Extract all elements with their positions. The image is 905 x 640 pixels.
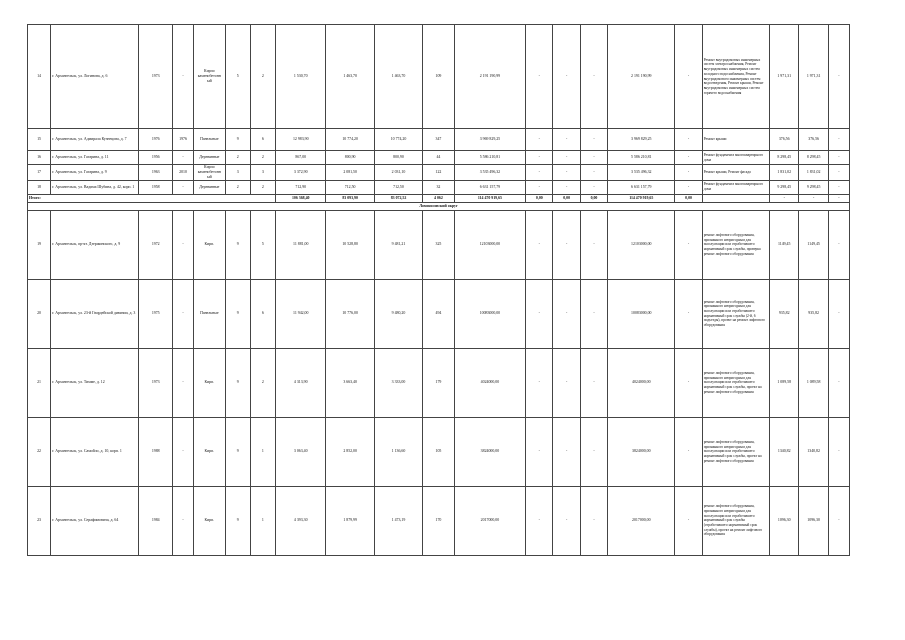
total-cost-cell: 12103000,00 — [608, 210, 675, 279]
table-row — [28, 486, 850, 555]
living-area-cell: 10 774,20 — [326, 129, 374, 151]
table-row — [28, 417, 850, 486]
entrances-cell: 3 — [250, 165, 275, 181]
max-unit-cost-cell: 1149,45 — [799, 210, 828, 279]
living-area-cell: 800,90 — [326, 151, 374, 165]
residents-cell: 44 — [423, 151, 455, 165]
living-area-cell: 10 776,00 — [326, 279, 374, 348]
cost-cell: 2 191 190,99 — [454, 25, 525, 129]
residents-cell: 122 — [423, 165, 455, 181]
row-number: 21 — [28, 348, 51, 417]
living-area-cell: 10 528,80 — [326, 210, 374, 279]
register-table — [27, 24, 850, 556]
total-row — [28, 194, 850, 202]
total-area-cell: 12 983,90 — [276, 129, 326, 151]
fund-1-cell: - — [526, 165, 553, 181]
floors-cell: 9 — [225, 210, 250, 279]
residential-area-cell: 1 463,70 — [374, 25, 422, 129]
cost-cell: 3 535 496,32 — [454, 165, 525, 181]
residential-area-cell: 3 333,00 — [374, 348, 422, 417]
fund-2-cell: - — [553, 151, 580, 165]
fund-3-cell: - — [580, 486, 607, 555]
fund-2-sum: 0,00 — [553, 194, 580, 202]
deadline-cell: - — [828, 25, 849, 129]
total-cost-cell: 5 586 210,81 — [608, 151, 675, 165]
row-number: 22 — [28, 417, 51, 486]
wall-material-cell: Кирп. — [194, 486, 226, 555]
total-cost-cell: 4024000,00 — [608, 348, 675, 417]
living-area-cell: 2 852,00 — [326, 417, 374, 486]
unit-cost-cell: 1 831,02 — [770, 165, 799, 181]
table-row — [28, 151, 850, 165]
fund-1-cell: - — [526, 180, 553, 194]
fund-3-cell: - — [580, 210, 607, 279]
section-row — [28, 202, 850, 210]
max-unit-cost-cell: 1340,82 — [799, 417, 828, 486]
total-area-sum: 106 368,40 — [276, 194, 326, 202]
total-cost-cell: 2017000,00 — [608, 486, 675, 555]
renovation-year-cell: - — [173, 180, 194, 194]
residential-area-cell: 712,50 — [374, 180, 422, 194]
total-row-body — [28, 194, 850, 202]
total-cost-cell: 3 969 829,25 — [608, 129, 675, 151]
residential-area-sum: 83 072,52 — [374, 194, 422, 202]
address-cell: г. Архангельск, ул. Гагарина, д. 11 — [51, 151, 139, 165]
fund-1-cell: - — [526, 129, 553, 151]
max-unit-cost-sum: - — [799, 194, 828, 202]
other-funds-cell: - — [675, 279, 702, 348]
fund-1-cell: - — [526, 417, 553, 486]
wall-material-cell: Панельные — [194, 279, 226, 348]
table-row — [28, 165, 850, 181]
living-area-cell: 2 081,50 — [326, 165, 374, 181]
deadline-cell: - — [828, 348, 849, 417]
fund-2-cell: - — [553, 486, 580, 555]
deadline-cell: - — [828, 417, 849, 486]
fund-3-cell: - — [580, 417, 607, 486]
table-row — [28, 348, 850, 417]
residents-cell: 325 — [423, 210, 455, 279]
cost-cell: 2017000,00 — [454, 486, 525, 555]
other-funds-cell: - — [675, 129, 702, 151]
residents-cell: 494 — [423, 279, 455, 348]
table-body-part-a — [28, 25, 850, 195]
other-funds-cell: - — [675, 25, 702, 129]
row-number: 18 — [28, 180, 51, 194]
total-label: Итого: — [28, 194, 276, 202]
entrances-cell: 1 — [250, 417, 275, 486]
unit-cost-cell: 8 298,45 — [770, 151, 799, 165]
year-built-cell: 1988 — [139, 417, 173, 486]
living-area-cell: 3 663,40 — [326, 348, 374, 417]
other-funds-cell: - — [675, 151, 702, 165]
work-types-cell: Ремонт крыши, Ремонт фасада — [702, 165, 769, 181]
cost-cell: 6 631 157,79 — [454, 180, 525, 194]
fund-1-cell: - — [526, 25, 553, 129]
max-unit-cost-cell: 9 298,45 — [799, 180, 828, 194]
residential-area-cell: 2 031,10 — [374, 165, 422, 181]
renovation-year-cell: - — [173, 417, 194, 486]
cost-cell: 3 969 829,25 — [454, 129, 525, 151]
work-types-cell: ремонт лифтового оборудования, признанного непригодным для эксплуатации или отработавшего нормативный срок службы (отработавшего нормативный срок службы), проект на ремонт лифтового оборудования — [702, 486, 769, 555]
fund-2-cell: - — [553, 25, 580, 129]
residents-sum: 4 062 — [423, 194, 455, 202]
floors-cell: 2 — [225, 180, 250, 194]
table-row — [28, 25, 850, 129]
residents-cell: 170 — [423, 486, 455, 555]
fund-2-cell: - — [553, 417, 580, 486]
work-types-cell: ремонт лифтового оборудования, признанного непригодным для эксплуатации или отработавшего нормативный срок службы, проверка ремонт лифтового оборудования — [702, 210, 769, 279]
address-cell: г. Архангельск, ул. Логинова, д. 6 — [51, 25, 139, 129]
unit-cost-cell: 1 971,31 — [770, 25, 799, 129]
entrances-cell: 6 — [250, 279, 275, 348]
year-built-cell: 1958 — [139, 180, 173, 194]
fund-1-cell: - — [526, 151, 553, 165]
cost-cell: 3824000,00 — [454, 417, 525, 486]
table-row — [28, 279, 850, 348]
total-area-cell: 712,90 — [276, 180, 326, 194]
floors-cell: 9 — [225, 129, 250, 151]
living-area-cell: 712,50 — [326, 180, 374, 194]
deadline-cell: - — [828, 180, 849, 194]
total-cost-sum: 114 470 919,65 — [608, 194, 675, 202]
max-unit-cost-cell: 1 971,31 — [799, 25, 828, 129]
renovation-year-cell: - — [173, 279, 194, 348]
deadline-cell: - — [828, 486, 849, 555]
other-funds-cell: - — [675, 165, 702, 181]
fund-3-cell: - — [580, 129, 607, 151]
other-funds-cell: - — [675, 210, 702, 279]
fund-3-cell: - — [580, 279, 607, 348]
total-area-cell: 4 313,90 — [276, 348, 326, 417]
address-cell: г. Архангельск, ул. Адмирала Кузнецова, д. 7 — [51, 129, 139, 151]
section-title: Ломоносовский округ — [28, 202, 850, 210]
fund-2-cell: - — [553, 180, 580, 194]
renovation-year-cell: 2010 — [173, 165, 194, 181]
entrances-cell: 6 — [250, 129, 275, 151]
cost-sum: 114 470 919,65 — [454, 194, 525, 202]
total-area-cell: 1 530,70 — [276, 25, 326, 129]
wall-material-cell: Панельные — [194, 129, 226, 151]
work-types-cell: Ремонт внутридомовых инженерных систем электроснабжения, Ремонт внутридомовых инженерных систем холодного водоснабжения, Ремонт внутридомового инженерных систем водоотведения, Ремонт крыши, Ремонт внутридомовых инженерных систем горячего водоснабжения — [702, 25, 769, 129]
total-area-cell: 3 372,90 — [276, 165, 326, 181]
table-row — [28, 210, 850, 279]
address-cell: г. Архангельск, ул. Самойло, д. 10, корп. 1 — [51, 417, 139, 486]
cost-cell: 10083000,00 — [454, 279, 525, 348]
residential-area-cell: 800,90 — [374, 151, 422, 165]
entrances-cell: 2 — [250, 25, 275, 129]
residents-cell: 179 — [423, 348, 455, 417]
year-built-cell: 1984 — [139, 486, 173, 555]
document-page — [27, 24, 850, 597]
address-cell: г. Архангельск, ул. Тимме, д. 12 — [51, 348, 139, 417]
deadline-sum: - — [828, 194, 849, 202]
living-area-sum: 83 093,90 — [326, 194, 374, 202]
living-area-cell: 1 463,70 — [326, 25, 374, 129]
entrances-cell: 5 — [250, 210, 275, 279]
other-funds-cell: - — [675, 180, 702, 194]
cost-cell: 12103000,00 — [454, 210, 525, 279]
entrances-cell: 1 — [250, 486, 275, 555]
unit-cost-cell: 376,56 — [770, 129, 799, 151]
work-types-cell: ремонт лифтового оборудования, признанного непригодным для эксплуатации или отработавшего нормативный срок службы (2-й, 6 подъезды), проект на ремонт лифтового оборудования — [702, 279, 769, 348]
unit-cost-sum: - — [770, 194, 799, 202]
floors-cell: 9 — [225, 486, 250, 555]
floors-cell: 9 — [225, 417, 250, 486]
row-number: 16 — [28, 151, 51, 165]
fund-3-cell: - — [580, 25, 607, 129]
other-funds-cell: - — [675, 348, 702, 417]
deadline-cell: - — [828, 165, 849, 181]
max-unit-cost-cell: 376,56 — [799, 129, 828, 151]
renovation-year-cell: - — [173, 25, 194, 129]
fund-2-cell: - — [553, 165, 580, 181]
floors-cell: 5 — [225, 25, 250, 129]
year-built-cell: 1956 — [139, 151, 173, 165]
fund-3-sum: 0,00 — [580, 194, 607, 202]
row-number: 17 — [28, 165, 51, 181]
address-cell: г. Архангельск, ул. 23-й Гвардейской дивизии, д. 3 — [51, 279, 139, 348]
wall-material-cell: Кирпо каменобетонн ый — [194, 165, 226, 181]
wall-material-cell: Деревянные — [194, 180, 226, 194]
table-row — [28, 129, 850, 151]
total-area-cell: 11 942,00 — [276, 279, 326, 348]
year-built-cell: 1976 — [139, 129, 173, 151]
fund-3-cell: - — [580, 348, 607, 417]
residential-area-cell: 10 774,20 — [374, 129, 422, 151]
max-unit-cost-cell: 1096,30 — [799, 486, 828, 555]
residents-cell: 32 — [423, 180, 455, 194]
max-unit-cost-cell: 8 298,45 — [799, 151, 828, 165]
unit-cost-cell: 935,82 — [770, 279, 799, 348]
renovation-year-cell: - — [173, 151, 194, 165]
deadline-cell: - — [828, 279, 849, 348]
table-row — [28, 180, 850, 194]
total-area-cell: 4 393,30 — [276, 486, 326, 555]
residents-cell: 105 — [423, 417, 455, 486]
residential-area-cell: 1 136,60 — [374, 417, 422, 486]
wall-material-cell: Кирп. — [194, 348, 226, 417]
renovation-year-cell: - — [173, 210, 194, 279]
floors-cell: 9 — [225, 348, 250, 417]
entrances-cell: 2 — [250, 180, 275, 194]
total-cost-cell: 3824000,00 — [608, 417, 675, 486]
work-types-cell: ремонт лифтового оборудования, признанного непригодным для эксплуатации или отработавшего нормативный срок службы, проект на ремонт лифтового оборудования — [702, 417, 769, 486]
floors-cell: 3 — [225, 165, 250, 181]
row-number: 14 — [28, 25, 51, 129]
year-built-cell: 1963 — [139, 165, 173, 181]
address-cell: г. Архангельск, ул. Гагарина, д. 9 — [51, 165, 139, 181]
fund-2-cell: - — [553, 279, 580, 348]
other-funds-cell: - — [675, 417, 702, 486]
row-number: 20 — [28, 279, 51, 348]
max-unit-cost-cell: 1 089,58 — [799, 348, 828, 417]
total-area-cell: 11 881,00 — [276, 210, 326, 279]
fund-1-cell: - — [526, 486, 553, 555]
work-types-cell: Ремонт крыши — [702, 129, 769, 151]
renovation-year-cell: - — [173, 486, 194, 555]
floors-cell: 9 — [225, 279, 250, 348]
other-funds-sum: 0,00 — [675, 194, 702, 202]
fund-1-cell: - — [526, 210, 553, 279]
year-built-cell: 1973 — [139, 25, 173, 129]
fund-2-cell: - — [553, 348, 580, 417]
entrances-cell: 2 — [250, 151, 275, 165]
renovation-year-cell: 1976 — [173, 129, 194, 151]
fund-1-cell: - — [526, 279, 553, 348]
work-types-empty — [702, 194, 769, 202]
fund-2-cell: - — [553, 129, 580, 151]
unit-cost-cell: 1149,45 — [770, 210, 799, 279]
cost-cell: 5 586 210,81 — [454, 151, 525, 165]
wall-material-cell: Кирпо каменобетонн ый — [194, 25, 226, 129]
total-cost-cell: 2 191 190,99 — [608, 25, 675, 129]
table-body-part-b — [28, 210, 850, 555]
work-types-cell: Ремонт фундамента многоквартирного дома — [702, 180, 769, 194]
max-unit-cost-cell: 1 831,02 — [799, 165, 828, 181]
fund-3-cell: - — [580, 165, 607, 181]
wall-material-cell: Кирп. — [194, 417, 226, 486]
year-built-cell: 1973 — [139, 348, 173, 417]
living-area-cell: 1 879,99 — [326, 486, 374, 555]
total-cost-cell: 10083000,00 — [608, 279, 675, 348]
total-cost-cell: 3 535 496,32 — [608, 165, 675, 181]
fund-3-cell: - — [580, 151, 607, 165]
unit-cost-cell: 9 298,45 — [770, 180, 799, 194]
total-cost-cell: 6 631 157,79 — [608, 180, 675, 194]
work-types-cell: Ремонт фундамента многоквартирного дома — [702, 151, 769, 165]
work-types-cell: ремонт лифтового оборудования, признанного непригодным для эксплуатации или отработавшего нормативный срок службы, проект на ремонт лифтового оборудования — [702, 348, 769, 417]
unit-cost-cell: 1 089,58 — [770, 348, 799, 417]
residential-area-cell: 1 473,19 — [374, 486, 422, 555]
unit-cost-cell: 1340,82 — [770, 417, 799, 486]
deadline-cell: - — [828, 210, 849, 279]
fund-1-cell: - — [526, 348, 553, 417]
cost-cell: 4024000,00 — [454, 348, 525, 417]
residents-cell: 347 — [423, 129, 455, 151]
wall-material-cell: Кирп. — [194, 210, 226, 279]
other-funds-cell: - — [675, 486, 702, 555]
total-area-cell: 3 063,40 — [276, 417, 326, 486]
row-number: 19 — [28, 210, 51, 279]
residential-area-cell: 9 481,21 — [374, 210, 422, 279]
unit-cost-cell: 1096,30 — [770, 486, 799, 555]
deadline-cell: - — [828, 151, 849, 165]
total-area-cell: 867,00 — [276, 151, 326, 165]
row-number: 23 — [28, 486, 51, 555]
wall-material-cell: Деревянные — [194, 151, 226, 165]
fund-3-cell: - — [580, 180, 607, 194]
fund-1-sum: 0,00 — [526, 194, 553, 202]
year-built-cell: 1975 — [139, 279, 173, 348]
year-built-cell: 1972 — [139, 210, 173, 279]
residential-area-cell: 9 480,20 — [374, 279, 422, 348]
deadline-cell: - — [828, 129, 849, 151]
section-header-body — [28, 202, 850, 210]
row-number: 15 — [28, 129, 51, 151]
address-cell: г. Архангельск, ул. Серафимовича, д. 64 — [51, 486, 139, 555]
address-cell: г. Архангельск, ул. Вадима Шубина, д. 42, корп. 1 — [51, 180, 139, 194]
renovation-year-cell: - — [173, 348, 194, 417]
entrances-cell: 2 — [250, 348, 275, 417]
fund-2-cell: - — [553, 210, 580, 279]
floors-cell: 2 — [225, 151, 250, 165]
residents-cell: 109 — [423, 25, 455, 129]
address-cell: г. Архангельск, пр-кт. Дзержинского, д. 9 — [51, 210, 139, 279]
max-unit-cost-cell: 935,82 — [799, 279, 828, 348]
